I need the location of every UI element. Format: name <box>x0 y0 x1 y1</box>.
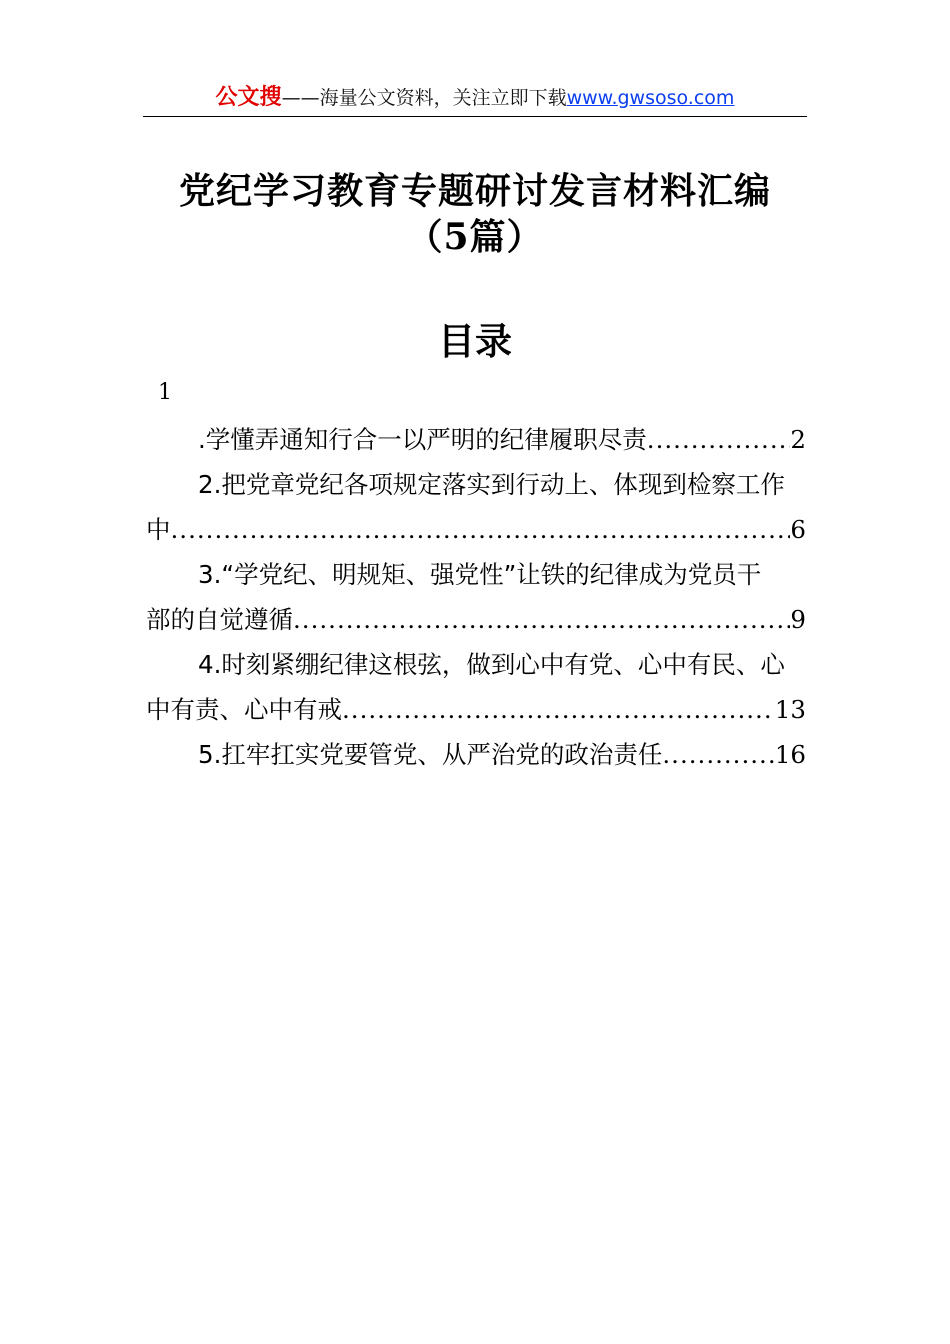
toc-leader-dots <box>647 417 791 462</box>
toc-leader-dots <box>662 732 774 777</box>
page-header <box>143 84 807 117</box>
toc-entry-2[interactable] <box>146 462 806 552</box>
toc-entry-title: 3.“学党纪、明规矩、强党性”让铁的纪律成为党员干 <box>198 560 762 589</box>
website-link[interactable]: www.gwsoso.com <box>566 87 735 109</box>
toc-page-number: 2 <box>790 425 806 454</box>
toc-entry-3[interactable] <box>146 552 806 642</box>
toc-entry-1[interactable] <box>146 417 806 462</box>
toc-entry-4[interactable] <box>146 642 806 732</box>
toc-leader-dots <box>171 507 791 552</box>
toc-entry-title: 5.扛牢扛实党要管党、从严治党的政治责任 <box>198 740 663 769</box>
header-tagline: ——海量公文资料，关注立即下载 <box>281 87 567 109</box>
toc-leader-dots <box>342 687 775 732</box>
toc-entry-title: 2.把党章党纪各项规定落实到行动上、体现到检察工作 <box>198 470 785 499</box>
toc-leader-dots <box>293 597 790 642</box>
toc-entry-title: .学懂弄通知行合一以严明的纪律履职尽责 <box>198 425 647 454</box>
toc-heading: 目录 <box>438 319 512 363</box>
brand-logo-text: 公文搜 <box>215 85 282 110</box>
toc-page-number: 13 <box>774 695 806 724</box>
toc-entry-title-continued: 部的自觉遵循 <box>146 605 293 634</box>
toc-page-number: 6 <box>790 515 806 544</box>
table-of-contents <box>146 417 806 777</box>
document-title: 党纪学习教育专题研讨发言材料汇编（5篇） <box>178 170 771 258</box>
toc-entry-5[interactable] <box>146 732 806 777</box>
toc-page-number: 9 <box>790 605 806 634</box>
stray-number: 1 <box>158 380 172 405</box>
toc-entry-title-continued: 中有责、心中有戒 <box>146 695 342 724</box>
toc-page-number: 16 <box>774 740 806 769</box>
toc-entry-title: 4.时刻紧绷纪律这根弦，做到心中有党、心中有民、心 <box>198 650 785 679</box>
toc-entry-title-continued: 中 <box>146 515 171 544</box>
